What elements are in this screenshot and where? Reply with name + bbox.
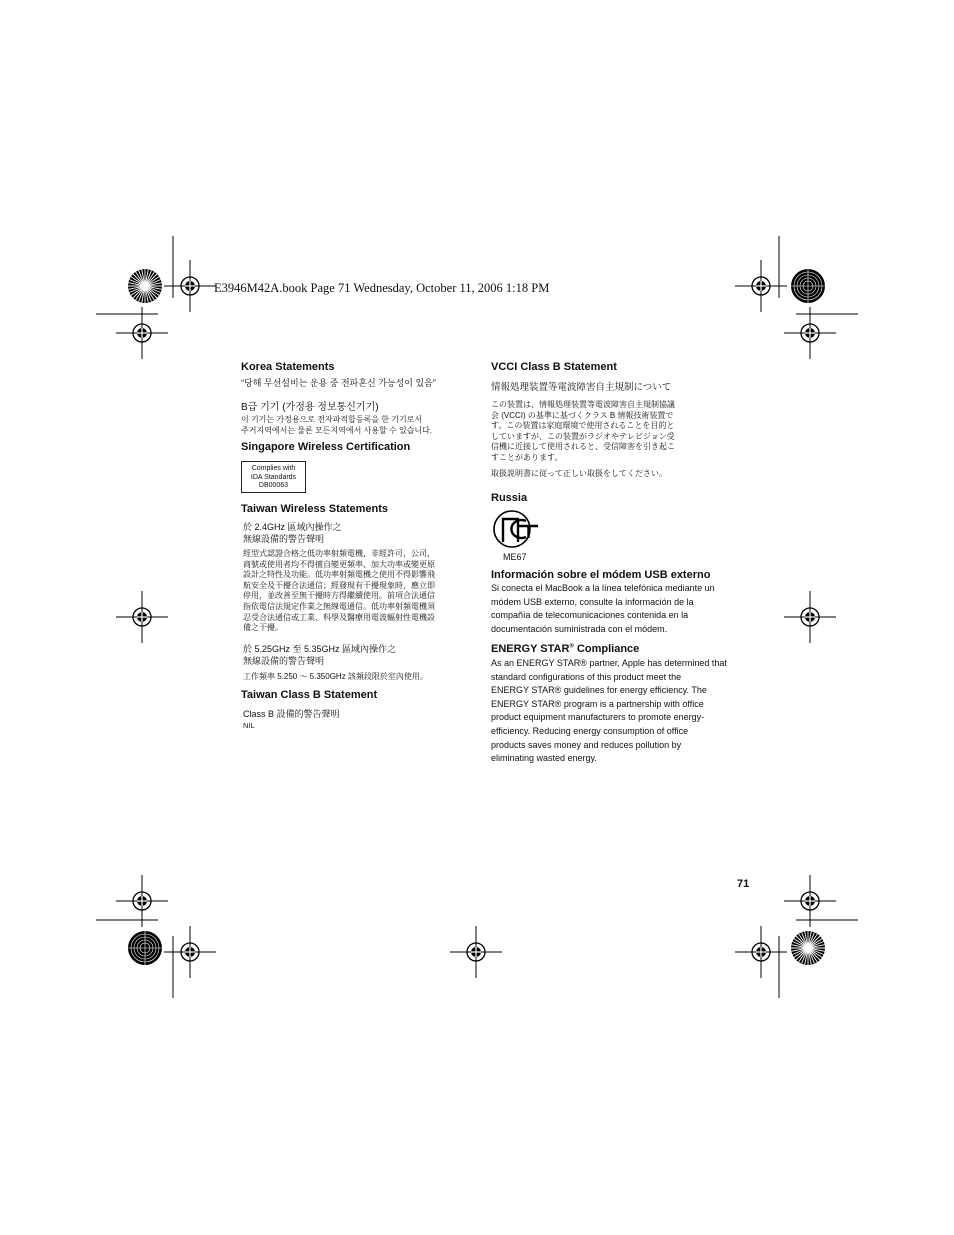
file-header: E3946M42A.book Page 71 Wednesday, October 11, 2006 1:18 PM: [214, 281, 550, 295]
modem-paragraph: [491, 582, 715, 636]
ida-box-line: IDA Standards: [250, 473, 297, 481]
taiwan-paragraph-line: 經型式認證合格之低功率射頻電機，非經許可，公司，: [243, 549, 435, 558]
gost-certification-logo: [492, 508, 542, 550]
taiwan-paragraph-line: 航安全及干擾合法通信；經發現有干擾現象時，應立即: [243, 580, 435, 590]
modem-paragraph-line: Si conecta el MacBook a la línea telefónica mediante un: [491, 583, 715, 593]
taiwan-paragraph-line: 忍受合法通信或工業、科學及醫療用電波輻射性電機設: [243, 612, 435, 622]
ida-box-line: DB00063: [258, 482, 289, 490]
taiwan-paragraph-line: 停用，並改善至無干擾時方得繼續使用。前項合法通信: [243, 591, 435, 601]
vcci-title: 情報処理装置等電波障害自主規制について: [491, 382, 672, 393]
vcci-paragraph-line: 会 (VCCI) の基準に基づくクラス B 情報技術装置で: [491, 410, 674, 420]
taiwan-subheading: 於 2.4GHz 區域內操作之: [243, 522, 342, 532]
star-target-icon: [128, 269, 162, 303]
taiwan-wireless-heading: Taiwan Wireless Statements: [241, 503, 389, 515]
energy-paragraph-line: standard configurations of this product meet the: [491, 671, 682, 682]
korea-line: B급 기기 (가정용 정보통신기기): [241, 402, 379, 413]
energy-paragraph-line: As an ENERGY STAR® partner, Apple has determined that: [491, 658, 727, 668]
korea-heading: Korea Statements: [241, 361, 335, 373]
energy-paragraph-line: efficiency. Reducing energy consumption of office: [491, 725, 689, 736]
crosshair-icon: [116, 875, 168, 927]
registered-mark: ®: [569, 643, 574, 650]
taiwan-paragraph-line: 備之干擾。: [243, 623, 283, 633]
modem-heading: Información sobre el módem USB externo: [491, 569, 711, 581]
crosshair-icon: [784, 591, 836, 643]
korea-line: 이 기기는 가정용으로 전자파적합등록을 한 기기로서: [241, 415, 423, 424]
ida-certification-box: [241, 461, 306, 493]
crosshair-icon: [784, 875, 836, 927]
crosshair-icon: [116, 307, 168, 359]
page-number: 71: [737, 878, 750, 890]
taiwan-subheading: 於 5.25GHz 至 5.35GHz 區域內操作之: [243, 644, 397, 654]
vcci-paragraph: [491, 400, 675, 464]
taiwan-paragraph-line: 設計之特性及功能。低功率射頻電機之使用不得影響飛: [243, 570, 435, 580]
crosshair-icon: [164, 926, 216, 978]
korea-line: 주거지역에서는 물론 모든지역에서 사용할 수 있습니다.: [241, 426, 433, 435]
vcci-paragraph-line: 信機に近接して使用されると、受信障害を引き起こ: [491, 442, 675, 452]
taiwan-frequency-note: 工作頻率 5.250 ～ 5.350GHz 該頻段限於室內使用。: [243, 672, 428, 681]
energy-paragraph-line: eliminating wasted energy.: [491, 753, 597, 764]
taiwan-paragraph-line: 商號或使用者均不得擅自變更頻率、加大功率或變更原: [243, 559, 435, 569]
ring-target-icon: [791, 269, 825, 303]
vcci-paragraph-line: していますが、この装置がラジオやテレビジョン受: [491, 431, 675, 441]
vcci-last-line: 取扱説明書に従って正しい取扱をしてください。: [491, 469, 667, 478]
crosshair-icon: [735, 926, 787, 978]
ring-target-icon: [128, 931, 162, 965]
crosshair-icon: [450, 926, 502, 978]
vcci-paragraph-line: す。この装置は家庭環境で使用されることを目的と: [491, 421, 675, 431]
vcci-paragraph-line: この装置は、情報処理装置等電波障害自主規制協議: [491, 400, 675, 409]
taiwan-paragraph-line: 指依電信法規定作業之無線電通信。低功率射頻電機須: [243, 601, 435, 611]
modem-paragraph-line: compañía de telecomunicaciones contenida en la: [491, 610, 689, 621]
modem-paragraph-line: módem USB externo, consulte la información de la: [491, 596, 694, 607]
taiwan-classb-nil: NIL: [243, 721, 255, 730]
crosshair-icon: [116, 591, 168, 643]
taiwan-paragraph: [243, 549, 435, 634]
taiwan-subheading: 無線設備的警告聲明: [243, 656, 325, 666]
vcci-paragraph-line: すことがあります。: [491, 452, 563, 462]
energy-paragraph-line: ENERGY STAR® program is a partnership with office: [491, 698, 704, 709]
modem-paragraph-line: documentación suministrada con el módem.: [491, 623, 668, 634]
crosshair-icon: [735, 260, 787, 312]
energy-star-heading: [491, 643, 639, 655]
star-target-icon: [791, 931, 825, 965]
korea-line: “당해 무선설비는 운용 중 전파혼신 가능성이 있음”: [241, 378, 436, 388]
energy-heading-post: Compliance: [573, 643, 640, 655]
crosshair-icon: [164, 260, 216, 312]
energy-paragraph-line: products saves money and reduces pollution by: [491, 739, 682, 750]
energy-paragraph-line: product equipment manufacturers to promote energy-: [491, 712, 705, 723]
taiwan-classb-heading: Taiwan Class B Statement: [241, 689, 378, 701]
energy-paragraph-line: ENERGY STAR® guidelines for energy efficiency. The: [491, 685, 707, 696]
energy-star-paragraph: [491, 657, 727, 766]
russia-logo-code: ME67: [503, 552, 527, 562]
crosshair-icon: [784, 307, 836, 359]
vcci-heading: VCCI Class B Statement: [491, 361, 617, 373]
russia-heading: Russia: [491, 492, 528, 504]
taiwan-classb-line: Class B 設備的警告聲明: [243, 709, 340, 719]
taiwan-subheading: 無線設備的警告聲明: [243, 534, 325, 544]
energy-heading-pre: ENERGY STAR: [491, 643, 570, 655]
ida-box-line: Complies with: [251, 465, 296, 472]
singapore-heading: Singapore Wireless Certification: [241, 441, 411, 453]
